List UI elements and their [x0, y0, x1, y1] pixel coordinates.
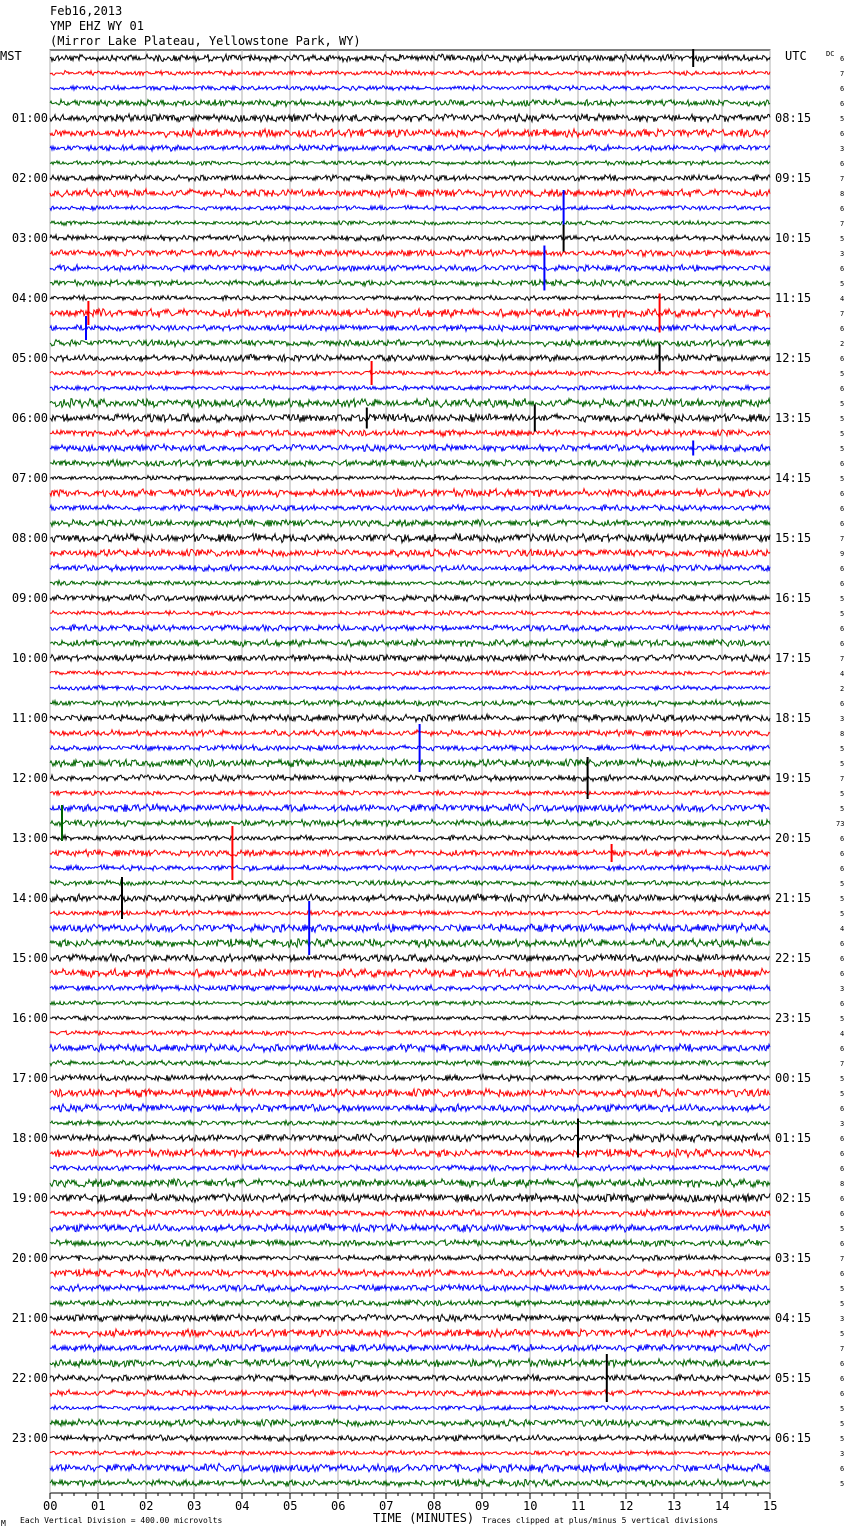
seismic-trace	[50, 265, 770, 272]
dc-offset-value: 6	[840, 1135, 845, 1143]
seismic-trace	[50, 700, 770, 706]
seismic-trace	[50, 1344, 770, 1352]
dc-offset-value: 6	[840, 1045, 845, 1053]
dc-offset-value: 3	[840, 250, 845, 258]
seismic-trace	[50, 1030, 770, 1035]
dc-offset-value: 5	[840, 790, 845, 798]
seismic-trace	[50, 221, 770, 226]
seismic-trace	[50, 968, 770, 977]
seismic-trace	[50, 1255, 770, 1261]
dc-offset-value: 6	[840, 1000, 845, 1008]
hour-label-left: 21:00	[11, 1311, 48, 1325]
dc-offset-value: 5	[840, 1405, 845, 1413]
station-label: YMP EHZ WY 01	[50, 19, 144, 33]
dc-offset-value: 5	[840, 1015, 845, 1023]
seismic-trace	[50, 820, 770, 827]
dc-offset-value: 5	[840, 280, 845, 288]
seismic-trace	[50, 1329, 770, 1337]
hour-label-left: 12:00	[11, 771, 48, 785]
dc-offset-value: 5	[840, 1090, 845, 1098]
hour-label-right: 10:15	[775, 231, 812, 245]
plot-frame	[50, 50, 770, 1493]
dc-offset-value: 6	[840, 385, 845, 393]
hour-label-right: 18:15	[775, 711, 812, 725]
seismic-trace	[50, 444, 770, 452]
dc-offset-value: 6	[840, 1195, 845, 1203]
hour-label-right: 17:15	[775, 651, 812, 665]
dc-offset-value: 7	[840, 535, 845, 543]
seismic-trace	[50, 398, 770, 407]
hour-label-left: 04:00	[11, 291, 48, 305]
seismic-trace	[50, 1390, 770, 1397]
dc-offset-value: 3	[840, 985, 845, 993]
dc-offset-value: 5	[840, 430, 845, 438]
seismic-trace	[50, 325, 770, 331]
hour-label-left: 11:00	[11, 711, 48, 725]
seismic-trace	[50, 1285, 770, 1292]
seismic-trace	[50, 775, 770, 782]
seismic-trace	[50, 1451, 770, 1456]
dc-offset-value: 4	[840, 925, 845, 933]
dc-offset-value: 3	[840, 715, 845, 723]
seismic-trace	[50, 489, 770, 498]
dc-offset-value: 7	[840, 220, 845, 228]
dc-offset-value: 6	[840, 55, 845, 63]
dc-offset-value: 6	[840, 1270, 845, 1278]
dc-offset-value: 6	[840, 640, 845, 648]
dc-offset-value: 3	[840, 1315, 845, 1323]
seismic-trace	[50, 371, 770, 376]
seismic-trace	[50, 235, 770, 241]
seismic-trace	[50, 339, 770, 346]
dc-offset-value: 9	[840, 550, 845, 558]
dc-offset-value: 5	[840, 805, 845, 813]
dc-offset-value: 6	[840, 1150, 845, 1158]
dc-offset-value: 5	[840, 610, 845, 618]
seismic-trace	[50, 1405, 770, 1410]
dc-offset-value: 6	[840, 1375, 845, 1383]
seismic-trace	[50, 759, 770, 768]
seismic-trace	[50, 1419, 770, 1427]
x-tick-label: 10	[523, 1499, 538, 1513]
seismic-trace	[50, 1193, 770, 1202]
seismic-trace	[50, 129, 770, 138]
hour-label-right: 06:15	[775, 1431, 812, 1445]
dc-offset-value: 6	[840, 1240, 845, 1248]
seismic-trace	[50, 205, 770, 210]
dc-offset-value: 4	[840, 295, 845, 303]
hour-label-right: 09:15	[775, 171, 812, 185]
hour-label-right: 15:15	[775, 531, 812, 545]
dc-offset-value: 5	[840, 1480, 845, 1488]
dc-offset-value: 6	[840, 1360, 845, 1368]
dc-offset-value: 3	[840, 1120, 845, 1128]
dc-offset-value: 6	[840, 160, 845, 168]
hour-label-right: 14:15	[775, 471, 812, 485]
dc-offset-value: 2	[840, 685, 845, 693]
seismic-trace	[50, 100, 770, 107]
dc-offset-value: 7	[840, 1255, 845, 1263]
location-label: (Mirror Lake Plateau, Yellowstone Park, WY)	[50, 34, 361, 48]
seismic-trace	[50, 1463, 770, 1472]
right-timezone-label: UTC	[785, 49, 807, 63]
left-timezone-label: MST	[0, 49, 22, 63]
seismic-trace	[50, 639, 770, 646]
seismic-trace	[50, 533, 770, 542]
hour-label-left: 08:00	[11, 531, 48, 545]
seismic-trace	[50, 924, 770, 933]
seismic-trace	[50, 1134, 770, 1142]
dc-offset-value: 6	[840, 940, 845, 948]
seismic-trace	[50, 54, 770, 62]
x-tick-label: 14	[715, 1499, 730, 1513]
x-tick-label: 00	[43, 1499, 58, 1513]
seismic-trace	[50, 1104, 770, 1112]
dc-offset-value: 7	[840, 310, 845, 318]
x-tick-label: 06	[331, 1499, 346, 1513]
dc-offset-value: 6	[840, 520, 845, 528]
x-tick-label: 04	[235, 1499, 250, 1513]
dc-offset-value: 5	[840, 235, 845, 243]
hour-label-right: 04:15	[775, 1311, 812, 1325]
hour-label-left: 15:00	[11, 951, 48, 965]
hour-label-left: 19:00	[11, 1191, 48, 1205]
scale-mark: M	[1, 1519, 6, 1528]
seismic-trace	[50, 1435, 770, 1442]
seismic-trace	[50, 1179, 770, 1188]
dc-offset-value: 6	[840, 865, 845, 873]
x-tick-label: 03	[187, 1499, 202, 1513]
dc-offset-value: 5	[840, 910, 845, 918]
seismic-trace	[50, 745, 770, 751]
grid-layer	[50, 50, 770, 1493]
seismic-trace	[50, 86, 770, 91]
trace-layer	[50, 54, 770, 1487]
dc-offset-value: 6	[840, 835, 845, 843]
hour-label-right: 20:15	[775, 831, 812, 845]
dc-offset-value: 5	[840, 115, 845, 123]
dc-offset-value: 7	[840, 175, 845, 183]
dc-offset-value: 5	[840, 1420, 845, 1428]
dc-offset-value: 7	[840, 655, 845, 663]
x-tick-label: 12	[619, 1499, 634, 1513]
dc-offset-value: 6	[840, 1210, 845, 1218]
dc-offset-value: 5	[840, 1435, 845, 1443]
seismic-trace	[50, 414, 770, 423]
seismic-trace	[50, 459, 770, 466]
hour-label-right: 08:15	[775, 111, 812, 125]
hour-label-left: 09:00	[11, 591, 48, 605]
seismic-trace	[50, 1239, 770, 1246]
seismic-trace	[50, 1044, 770, 1052]
hour-label-right: 23:15	[775, 1011, 812, 1025]
dc-offset-value: 5	[840, 1225, 845, 1233]
seismic-trace	[50, 429, 770, 436]
seismic-trace	[50, 354, 770, 361]
seismic-trace	[50, 850, 770, 857]
seismic-trace	[50, 565, 770, 572]
clip-note: Traces clipped at plus/minus 5 vertical divisions	[482, 1516, 719, 1525]
seismic-trace	[50, 580, 770, 585]
vertical-division-note: Each Vertical Division = 400.00 microvolts	[20, 1516, 223, 1525]
hour-label-left: 02:00	[11, 171, 48, 185]
hour-label-right: 02:15	[775, 1191, 812, 1205]
dc-offset-value: 6	[840, 355, 845, 363]
dc-offset-value: 6	[840, 265, 845, 273]
seismic-trace	[50, 985, 770, 992]
x-tick-label: 08	[427, 1499, 442, 1513]
seismic-trace	[50, 611, 770, 616]
seismic-trace	[50, 686, 770, 691]
dc-offset-value: 5	[840, 1330, 845, 1338]
hour-label-right: 12:15	[775, 351, 812, 365]
seismic-trace	[50, 714, 770, 722]
seismic-trace	[50, 1060, 770, 1066]
dc-offset-value: 6	[840, 625, 845, 633]
seismic-trace	[50, 1075, 770, 1082]
dc-offset-value: 6	[840, 130, 845, 138]
hour-label-left: 10:00	[11, 651, 48, 665]
tick-layer	[50, 1493, 770, 1499]
hour-label-right: 05:15	[775, 1371, 812, 1385]
hour-label-left: 17:00	[11, 1071, 48, 1085]
dc-offset-value: 6	[840, 1105, 845, 1113]
seismic-trace	[50, 145, 770, 151]
seismic-trace	[50, 1269, 770, 1277]
dc-offset-value: 5	[840, 895, 845, 903]
seismic-trace	[50, 309, 770, 318]
seismic-trace	[50, 520, 770, 527]
dc-offset-value: 6	[840, 325, 845, 333]
seismic-trace	[50, 249, 770, 256]
hour-label-right: 03:15	[775, 1251, 812, 1265]
seismic-trace	[50, 625, 770, 632]
dc-offset-value: 2	[840, 340, 845, 348]
seismic-trace	[50, 296, 770, 301]
dc-offset-value: 6	[840, 970, 845, 978]
hour-label-left: 01:00	[11, 111, 48, 125]
hour-label-right: 01:15	[775, 1131, 812, 1145]
hour-label-right: 00:15	[775, 1071, 812, 1085]
dc-offset-value: 6	[840, 85, 845, 93]
seismic-trace	[50, 505, 770, 511]
date-label: Feb16,2013	[50, 4, 123, 18]
hour-label-left: 03:00	[11, 231, 48, 245]
dc-offset-value: 73	[836, 820, 845, 828]
dc-offset-value: 6	[840, 1165, 845, 1173]
seismic-trace	[50, 1016, 770, 1021]
x-tick-label: 15	[763, 1499, 778, 1513]
dc-offset-value: 6	[840, 1390, 845, 1398]
dc-offset-value: 5	[840, 400, 845, 408]
x-tick-label: 11	[571, 1499, 586, 1513]
seismic-trace	[50, 894, 770, 902]
hour-label-right: 22:15	[775, 951, 812, 965]
dc-offset-value: 6	[840, 955, 845, 963]
dc-offset-value: 3	[840, 145, 845, 153]
seismic-trace	[50, 71, 770, 76]
seismic-trace	[50, 880, 770, 886]
dc-offset-value: 7	[840, 1345, 845, 1353]
hour-label-left: 16:00	[11, 1011, 48, 1025]
hour-label-right: 19:15	[775, 771, 812, 785]
seismic-trace	[50, 189, 770, 197]
dc-header-label: DC	[826, 50, 835, 58]
dc-offset-value: 6	[840, 490, 845, 498]
seismic-trace	[50, 954, 770, 962]
dc-offset-value: 8	[840, 730, 845, 738]
hour-label-right: 16:15	[775, 591, 812, 605]
seismic-trace	[50, 671, 770, 676]
dc-offset-value: 5	[840, 445, 845, 453]
dc-offset-value: 5	[840, 595, 845, 603]
seismic-trace	[50, 1209, 770, 1216]
dc-offset-value: 6	[840, 700, 845, 708]
seismic-trace	[50, 1149, 770, 1157]
seismic-trace	[50, 804, 770, 812]
x-axis-title: TIME (MINUTES)	[373, 1511, 475, 1525]
x-tick-label: 02	[139, 1499, 154, 1513]
dc-offset-value: 6	[840, 580, 845, 588]
dc-offset-value: 5	[840, 415, 845, 423]
seismic-trace	[50, 280, 770, 286]
x-tick-label: 09	[475, 1499, 490, 1513]
seismic-trace	[50, 1375, 770, 1382]
seismic-trace	[50, 549, 770, 557]
x-tick-label: 07	[379, 1499, 394, 1513]
dc-offset-value: 4	[840, 670, 845, 678]
x-tick-label: 01	[91, 1499, 106, 1513]
dc-offset-value: 6	[840, 505, 845, 513]
dc-offset-value: 8	[840, 1180, 845, 1188]
seismic-trace	[50, 175, 770, 181]
seismic-trace	[50, 114, 770, 122]
hour-label-left: 23:00	[11, 1431, 48, 1445]
dc-offset-value: 5	[840, 880, 845, 888]
dc-offset-value: 4	[840, 1030, 845, 1038]
seismic-trace	[50, 910, 770, 915]
seismic-trace	[50, 835, 770, 840]
dc-offset-value: 5	[840, 745, 845, 753]
hour-label-left: 13:00	[11, 831, 48, 845]
dc-offset-value: 5	[840, 1285, 845, 1293]
hour-label-left: 18:00	[11, 1131, 48, 1145]
seismic-trace	[50, 1314, 770, 1322]
seismic-trace	[50, 1224, 770, 1232]
dc-offset-value: 5	[840, 475, 845, 483]
hour-label-right: 11:15	[775, 291, 812, 305]
seismic-trace	[50, 1120, 770, 1125]
hour-label-left: 14:00	[11, 891, 48, 905]
x-tick-label: 13	[667, 1499, 682, 1513]
hour-label-left: 22:00	[11, 1371, 48, 1385]
dc-offset-value: 7	[840, 1060, 845, 1068]
seismic-trace	[50, 385, 770, 390]
seismic-trace	[50, 1479, 770, 1486]
seismic-trace	[50, 654, 770, 661]
dc-offset-value: 6	[840, 565, 845, 573]
seismic-trace	[50, 594, 770, 601]
hour-label-left: 05:00	[11, 351, 48, 365]
hour-label-right: 21:15	[775, 891, 812, 905]
seismic-trace	[50, 1300, 770, 1307]
seismic-trace	[50, 1165, 770, 1171]
seismic-trace	[50, 1359, 770, 1368]
dc-offset-value: 8	[840, 190, 845, 198]
hour-label-left: 06:00	[11, 411, 48, 425]
seismic-trace	[50, 939, 770, 948]
dc-offset-value: 6	[840, 1465, 845, 1473]
seismic-trace	[50, 791, 770, 796]
seismic-trace	[50, 865, 770, 871]
dc-offset-value: 5	[840, 760, 845, 768]
hour-label-left: 20:00	[11, 1251, 48, 1265]
seismic-trace	[50, 730, 770, 737]
dc-offset-value: 6	[840, 100, 845, 108]
x-tick-label: 05	[283, 1499, 298, 1513]
dc-offset-value: 6	[840, 850, 845, 858]
dc-offset-value: 5	[840, 1075, 845, 1083]
dc-offset-value: 3	[840, 1450, 845, 1458]
dc-offset-value: 5	[840, 370, 845, 378]
hour-label-right: 13:15	[775, 411, 812, 425]
dc-offset-value: 6	[840, 205, 845, 213]
seismic-trace	[50, 161, 770, 166]
hour-label-left: 07:00	[11, 471, 48, 485]
dc-offset-value: 6	[840, 460, 845, 468]
dc-offset-value: 7	[840, 70, 845, 78]
dc-offset-value: 7	[840, 775, 845, 783]
dc-offset-value: 5	[840, 1300, 845, 1308]
seismic-trace	[50, 476, 770, 481]
seismic-trace	[50, 1001, 770, 1006]
seismic-trace	[50, 1088, 770, 1097]
